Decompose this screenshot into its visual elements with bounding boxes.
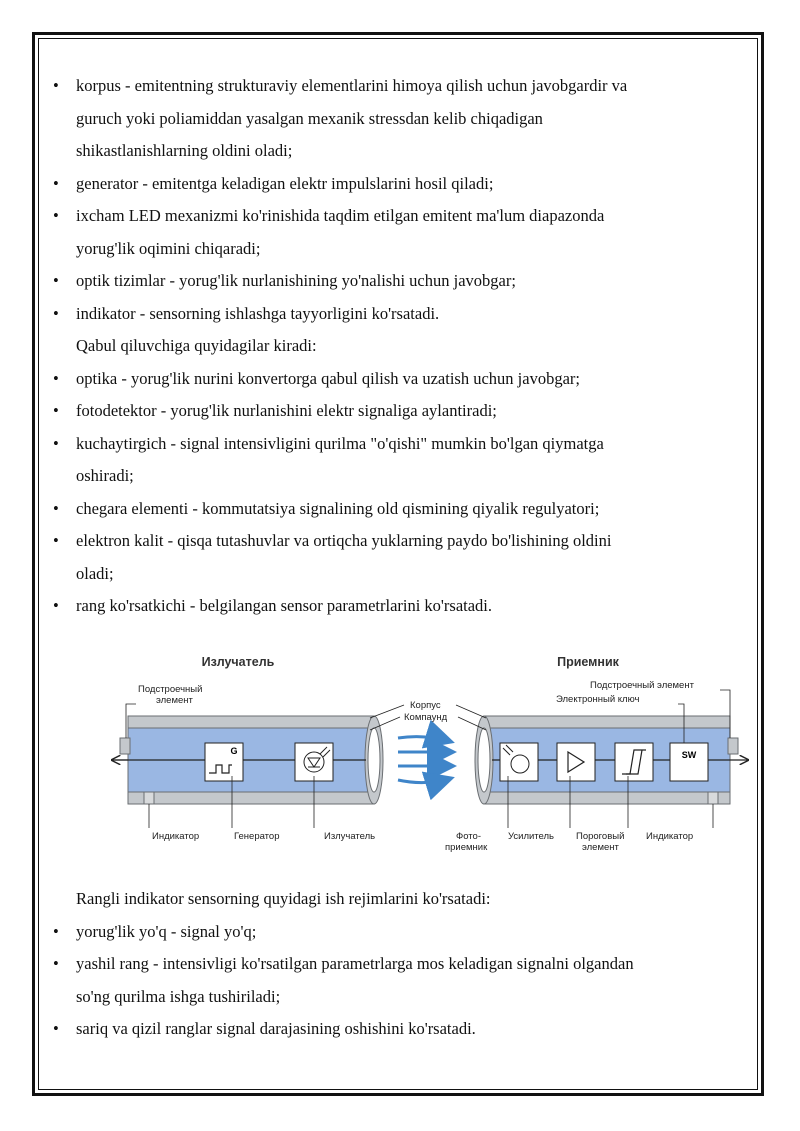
switch-block [670,743,708,781]
bullet-text: rang ko'rsatkichi - belgilangan sensor parametrlarini ko'rsatadi. [76,596,493,615]
bullet-item: • yashil rang - intensivligi ko'rsatilgan parametrlarga mos keladigan signalni olgandan [53,954,634,973]
threshold-label: Пороговый [576,831,625,842]
bullet-text: ixcham LED mexanizmi ko'rinishida taqdim etilgan emitent ma'lum diapazonda [76,206,605,225]
generator-block [205,743,243,781]
indicator-right-label: Индикатор [646,831,694,842]
electronic-key-label: Электронный ключ [556,694,640,705]
built-in-element-right-label: Подстроечный элемент [590,680,694,691]
sensor-diagram [108,646,760,862]
bullet-item: • elektron kalit - qisqa tutashuvlar va ortiqcha yuklarning paydo bo'lishining oldini [53,531,612,550]
bullet-text: optik tizimlar - yorug'lik nurlanishining yo'nalishi uchun javobgar; [76,271,516,290]
compound-label: Компаунд [404,712,448,723]
generator-glyph: G [230,746,238,756]
generator-label: Генератор [234,831,280,842]
bullet-text: kuchaytirgich - signal intensivligini qurilma "o'qishi" mumkin bo'lgan qiymatga [76,433,604,453]
bullet-text: chegara elementi - kommutatsiya signalining old qismining qiyalik regulyatori; [76,498,600,518]
bullets-top [50,70,730,330]
bullet-item: • rang ko'rsatkichi - belgilangan sensor parametrlarini ko'rsatadi. [53,596,493,615]
bullet-item: • korpus - emitentning strukturaviy elementlarini himoya qilish uchun javobgardir va [53,76,628,95]
bullet-item: • yorug'lik yo'q - signal yo'q; [53,921,257,941]
bullet-continuation: yorug'lik oqimini chiqaradi; [76,238,261,258]
text-block-top [50,70,730,623]
bullet-continuation: so'ng qurilma ishga tushiriladi; [76,986,281,1006]
photodetector-label: Фото- [456,831,481,842]
bullet-continuation: oladi; [76,563,114,583]
photodetector-label-2: приемник [445,842,488,853]
photodetector-block [500,743,538,781]
threshold-label-2: элемент [582,842,619,853]
receiver-title: Приемник [557,655,619,669]
emitter-label: Излучатель [324,831,376,842]
bullet-text: elektron kalit - qisqa tutashuvlar va ortiqcha yuklarning paydo bo'lishining oldini [76,531,612,550]
text-block-bottom [50,883,730,1046]
switch-glyph: SW [681,750,697,760]
emitter-tube [112,716,383,804]
bullet-text: indikator - sensorning ishlashga tayyorligini ko'rsatadi. [76,303,440,323]
bullet-continuation: shikastlanishlarning oldini oladi; [76,141,293,160]
bullet-item: • ixcham LED mexanizmi ko'rinishida taqdim etilgan emitent ma'lum diapazonda [53,206,605,225]
receiver-intro: Qabul qiluvchiga quyidagilar kiradi: [76,336,317,355]
bullet-item: • sariq va qizil ranglar signal darajasining oshishini ko'rsatadi. [53,1019,476,1038]
bullet-item: • indikator - sensorning ishlashga tayyorligini ko'rsatadi. [53,303,440,323]
threshold-block [615,743,653,781]
indicator-intro: Rangli indikator sensorning quyidagi ish rejimlarini ko'rsatadi: [76,889,491,908]
bullet-item: • optika - yorug'lik nurini konvertorga qabul qilish va uzatish uchun javobgar; [53,368,580,388]
bullet-continuation: oshiradi; [76,466,134,485]
bullet-item: • fotodetektor - yorug'lik nurlanishini elektr signaliga aylantiradi; [53,401,497,420]
indicator-left-label: Индикатор [152,831,200,842]
bullets-mid [50,363,730,623]
emitter-title: Излучатель [201,655,275,669]
bullet-item: • optik tizimlar - yorug'lik nurlanishining yo'nalishi uchun javobgar; [53,271,516,290]
bottom-labels [152,831,693,853]
built-in-element-left-label-2: элемент [156,695,193,706]
bullet-text: yorug'lik yo'q - signal yo'q; [76,921,257,941]
light-beam-arrows [398,737,454,783]
indicator-left-lamp [144,792,154,804]
indicator-right-lamp [708,792,718,804]
bullet-text: korpus - emitentning strukturaviy elementlarini himoya qilish uchun javobgardir va [76,76,628,95]
built-in-element-left-label: Подстроечный [138,684,203,695]
bullet-continuation: guruch yoki poliamiddan yasalgan mexanik stressdan kelib chiqadigan [76,108,543,128]
bullet-item: • generator - emitentga keladigan elektr impulslarini hosil qiladi; [53,173,494,193]
emitter-led-block [295,743,333,781]
bullet-text: generator - emitentga keladigan elektr impulslarini hosil qiladi; [76,173,494,193]
bullet-item: • kuchaytirgich - signal intensivligini qurilma "o'qishi" mumkin bo'lgan qiymatga [53,433,604,453]
amplifier-label: Усилитель [508,831,555,842]
bullet-text: sariq va qizil ranglar signal darajasining oshishini ko'rsatadi. [76,1019,476,1038]
bullet-text: fotodetektor - yorug'lik nurlanishini elektr signaliga aylantiradi; [76,401,497,420]
bullet-item: • chegara elementi - kommutatsiya signalining old qismining qiyalik regulyatori; [53,498,600,518]
bullet-text: yashil rang - intensivligi ko'rsatilgan parametrlarga mos keladigan signalni olgandan [76,954,634,973]
amplifier-block [557,743,595,781]
housing-label: Корпус [410,700,441,711]
bullet-text: optika - yorug'lik nurini konvertorga qabul qilish va uzatish uchun javobgar; [76,368,580,388]
